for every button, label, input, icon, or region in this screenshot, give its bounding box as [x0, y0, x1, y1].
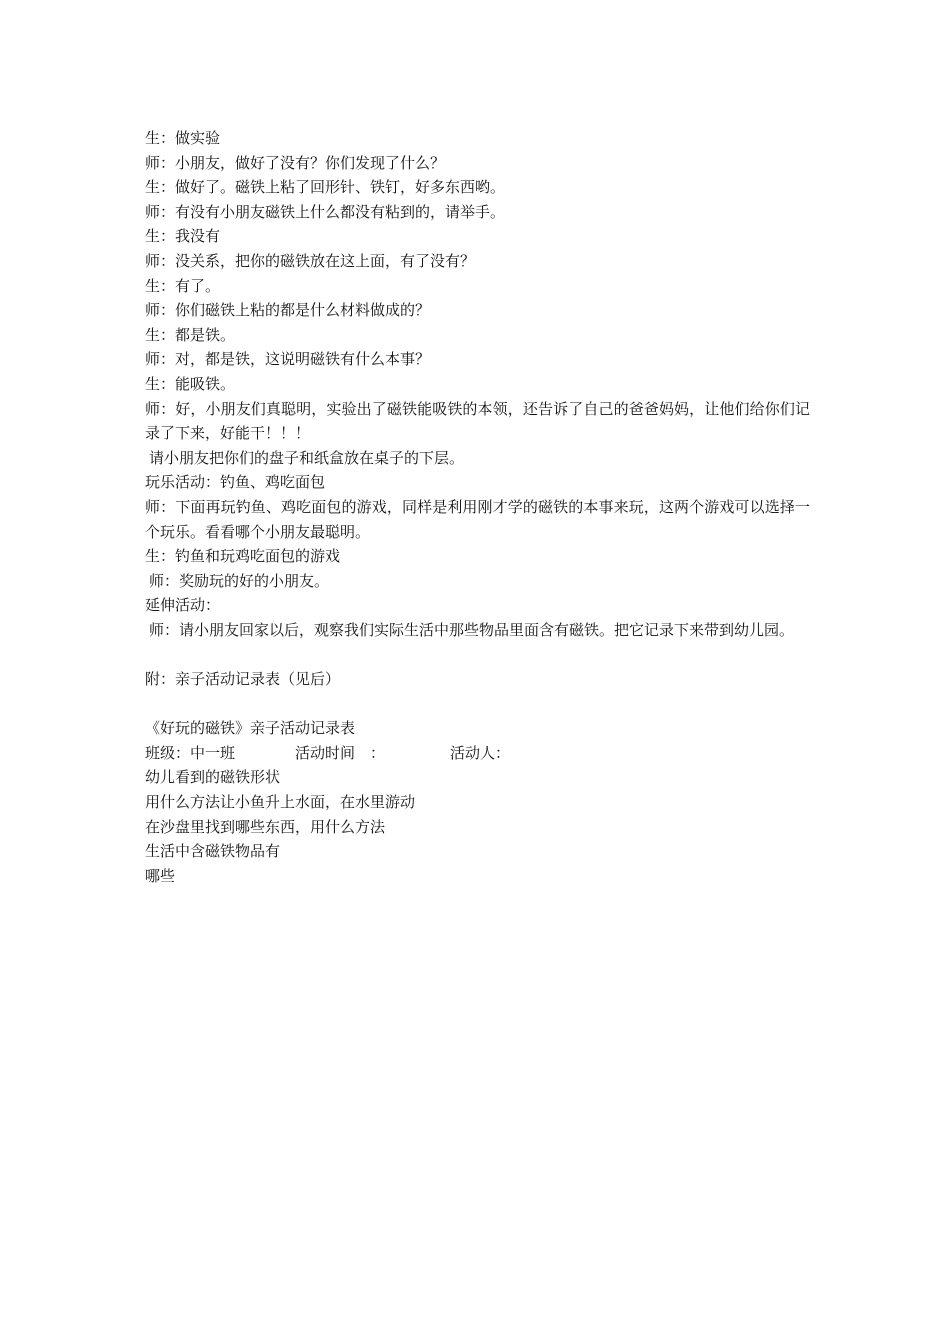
- record-table-row: 生活中含磁铁物品有: [145, 842, 281, 861]
- dialogue-line: 师：小朋友，做好了没有？你们发现了什么？: [145, 153, 446, 172]
- dialogue-line: 师：有没有小朋友磁铁上什么都没有粘到的，请举手。: [145, 202, 506, 221]
- dialogue-line: 生：做好了。磁铁上粘了回形针、铁钉，好多东西哟。: [145, 178, 506, 197]
- extension-paragraph: 师：请小朋友回家以后，观察我们实际生活中那些物品里面含有磁铁。把它记录下来带到幼儿园。: [149, 620, 795, 639]
- dialogue-line: 生：有了。: [145, 276, 221, 295]
- spacer: [145, 692, 810, 717]
- play-answer-line: 生：钓鱼和玩鸡吃面包的游戏: [145, 547, 341, 566]
- dialogue-line: 师：对，都是铁，这说明磁铁有什么本事？: [145, 350, 431, 369]
- participant-label: 活动人：: [450, 743, 511, 762]
- play-activity-title: 玩乐活动：钓鱼、鸡吃面包: [145, 473, 326, 492]
- dialogue-line: 生：我没有: [145, 227, 221, 246]
- record-table-row: 用什么方法让小鱼升上水面，在水里游动: [145, 793, 416, 812]
- instruction-line: 请小朋友把你们的盘子和纸盒放在桌子的下层。: [149, 448, 465, 467]
- spacer: [145, 642, 810, 667]
- dialogue-line: 生：能吸铁。: [145, 374, 236, 393]
- document-page: [145, 126, 810, 888]
- praise-paragraph: 师：好，小朋友们真聪明，实验出了磁铁能吸铁的本领，还告诉了自己的爸爸妈妈，让他们给你们记录了下来，好能干！！！: [145, 399, 810, 443]
- appendix-line: 附：亲子活动记录表（见后）: [145, 670, 341, 689]
- record-table-title: 《好玩的磁铁》亲子活动记录表: [145, 719, 356, 738]
- dialogue-line: 生：都是铁。: [145, 325, 236, 344]
- record-table-row: 哪些: [145, 866, 176, 885]
- dialogue-line: 生：做实验: [145, 129, 221, 147]
- class-label: 班级：中一班: [145, 743, 236, 762]
- dialogue-line: 师：你们磁铁上粘的都是什么材料做成的？: [145, 301, 431, 320]
- play-reward-line: 师：奖励玩的好的小朋友。: [149, 571, 330, 590]
- dialogue-line: 师：没关系，把你的磁铁放在这上面，有了没有？: [145, 251, 476, 270]
- activity-time-label: 活动时间 ：: [295, 743, 386, 762]
- record-table-header: [145, 741, 810, 766]
- extension-activity-title: 延伸活动：: [145, 596, 221, 615]
- play-activity-paragraph: 师：下面再玩钓鱼、鸡吃面包的游戏，同样是利用刚才学的磁铁的本事来玩，这两个游戏可以选择一个玩乐。看看哪个小朋友最聪明。: [145, 497, 810, 541]
- record-table-row: 幼儿看到的磁铁形状: [145, 768, 281, 787]
- record-table-row: 在沙盘里找到哪些东西，用什么方法: [145, 817, 386, 836]
